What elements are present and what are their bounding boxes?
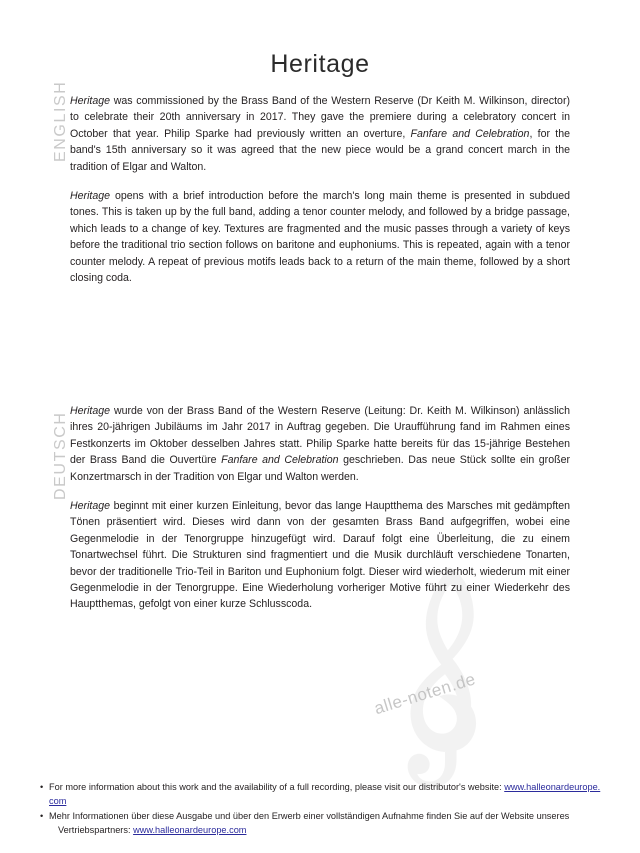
work-title: Heritage <box>70 190 111 203</box>
text-run: beginnt mit einer kurzen Einleitung, bevor das lange Hauptthema des Marsches mit gedämpften Tönen präsentiert wird. Dieses wird dann von der gesamten Brass Band aufgegriffen, wobei eine Gegenmelodie in der Tenorgruppe hinzugefügt wird. Darauf folgt eine Überleitung, die zu einem Tonartwechsel führt. Die Strukturen sind fragmentiert und die Musik durchläuft verschiedene Tonarten, bevor der traditionelle Trio-Teil in Bariton und Euphonium folgt. Dieser wird wiederholt, wiederum mit einer Gegenmelodie in der Tenorgruppe. Eine Wiederholung vorheriger Motive führt zu einer Wiederkehr des Hauptthemas, gefolgt von einer kurze Schlusscoda. <box>70 500 570 611</box>
english-text-block <box>70 93 570 286</box>
work-title: Heritage <box>70 500 111 513</box>
german-text-block <box>70 403 570 613</box>
bullet-icon: • <box>40 782 44 792</box>
work-title: Fanfare and Celebration <box>410 127 530 140</box>
paragraph <box>70 93 570 175</box>
footer-english-text: For more information about this work and the availability of a full recording, please visit our distributor's website: <box>49 782 505 792</box>
footer <box>40 780 602 838</box>
work-title: Heritage <box>70 95 111 107</box>
text-run: wurde von der Brass Band of the Western Reserve (Leitung: Dr. Keith M. Wilkinson) anlässlich ihres 20-jährigen Jubiläums im Jahr 2017 in Auftrag gegeben. Die Uraufführung fand im Rahmen eines Festkonzerts im Oktober desselben Jahres statt. Philip Sparke hatte bereits für das 15-jährige Bestehen der Brass Band die Ouvertüre <box>70 405 570 467</box>
footer-line-english <box>40 780 602 808</box>
paragraph <box>70 498 570 613</box>
work-title: Fanfare and Celebration <box>221 454 339 467</box>
footer-german-text-cont: Vertriebspartners: <box>58 825 134 835</box>
paragraph <box>70 403 570 485</box>
footer-german-text: Mehr Informationen über diese Ausgabe und über den Erwerb einer vollständigen Aufnahme finden Sie auf der Website unseres <box>49 811 570 821</box>
paragraph <box>70 188 570 286</box>
work-title: Heritage <box>70 405 111 417</box>
watermark-text: alle-noten.de <box>372 669 478 719</box>
language-label-english: ENGLISH <box>52 80 69 162</box>
text-run: geschrieben. Das neue Stück sollte ein großer Konzertmarsch in der Tradition von Elgar und Walton werden. <box>70 454 570 483</box>
footer-line-german <box>40 809 602 837</box>
text-run: was commissioned by the Brass Band of the Western Reserve (Dr Keith M. Wilkinson, director) to celebrate their 20th anniversary in 2017. They gave the premiere during a celebratory concert in October that year. Philip Sparke had previously written an overture, <box>70 95 570 140</box>
distributor-website-link-german[interactable]: www.halleonardeurope.com <box>133 825 247 835</box>
distributor-website-link-english[interactable]: www.halleonardeurope.com <box>49 782 601 806</box>
text-run: , for the band's 15th anniversary so it was agreed that the new piece would be a grand concert march in the tradition of Elgar and Walton. <box>70 127 570 173</box>
text-run: opens with a brief introduction before the march's long main theme is presented in subdued tones. This is taken up by the full band, adding a tenor counter melody, and followed by a bridge passage, which leads to a change of key. Textures are fragmented and the music passes through a variety of keys before the traditional trio section follows on baritone and euphoniums. This is repeated, again with a tenor counter melody. A repeat of previous motifs leads back to a return of the main theme, followed by a short closing coda. <box>70 190 570 285</box>
bullet-icon: • <box>40 811 44 821</box>
language-label-deutsch: DEUTSCH <box>52 411 69 500</box>
page-title: Heritage <box>270 50 370 78</box>
